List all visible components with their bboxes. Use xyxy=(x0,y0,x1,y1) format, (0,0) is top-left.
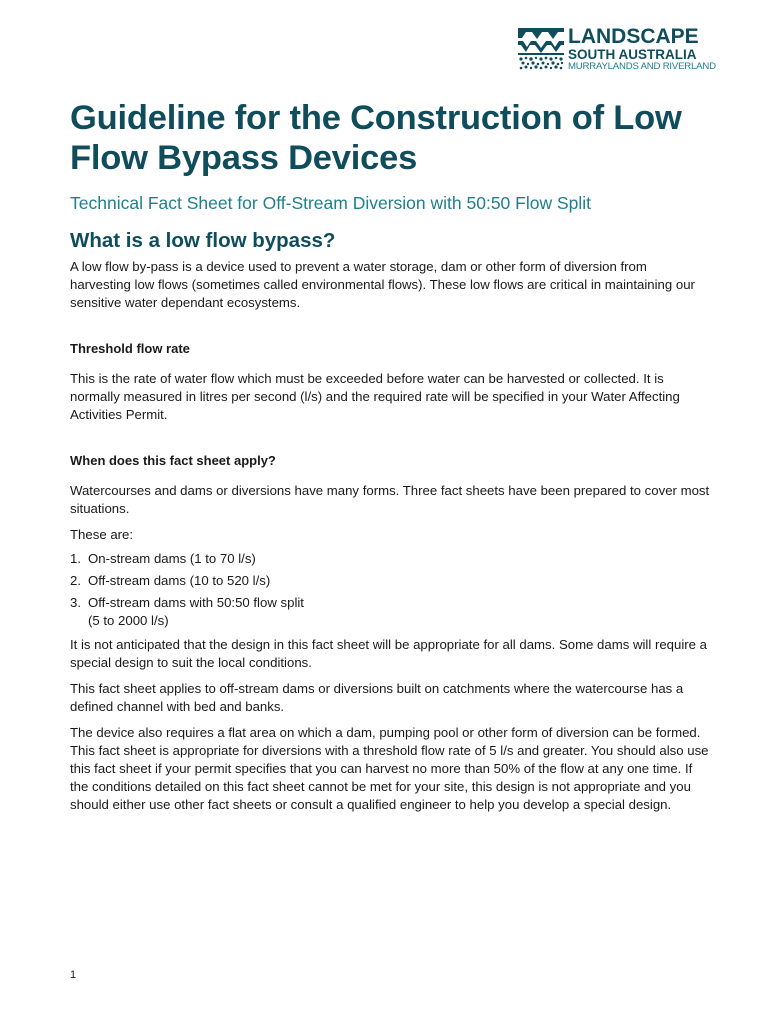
paragraph-applies-to: This fact sheet applies to off-stream dams or diversions built on catchments where the watercourse has a defined channel with bed and banks. xyxy=(70,681,684,714)
section-heading-what-is-bypass: What is a low flow bypass? xyxy=(70,229,336,252)
list-item-number: 2. xyxy=(70,573,81,588)
list-label: These are: xyxy=(70,527,134,542)
list-item xyxy=(70,592,710,630)
heading-when-applies: When does this fact sheet apply? xyxy=(70,453,276,468)
logo-line-south-australia: SOUTH AUSTRALIA xyxy=(568,47,697,62)
organisation-logo xyxy=(518,25,724,72)
paragraph-flat-area: The device also requires a flat area on which a dam, pumping pool or other form of diversion can be formed. This fact sheet is appropriate for diversions with a threshold flow rate of 5 l/s and greater. You should also use this fact sheet if your permit specifies that you can harvest no more than 50% of the flow at any one time. If the conditions detailed on this fact sheet cannot be met for your site, this design is not appropriate and you should either use other fact sheets or consult a qualified engineer to help you develop a special design. xyxy=(70,725,709,812)
list-item-text: On-stream dams (1 to 70 l/s) xyxy=(88,551,256,566)
document-subtitle: Technical Fact Sheet for Off-Stream Diversion with 50:50 Flow Split xyxy=(70,193,592,213)
list-item-number: 3. xyxy=(70,595,81,610)
logo-line-region: MURRAYLANDS AND RIVERLAND xyxy=(568,61,716,72)
landscape-logo-mark-icon xyxy=(518,28,564,70)
heading-threshold-flow-rate: Threshold flow rate xyxy=(70,341,190,356)
applies-intro-paragraph: Watercourses and dams or diversions have many forms. Three fact sheets have been prepared to cover most situations. xyxy=(70,483,710,516)
document-body xyxy=(70,98,710,814)
intro-paragraph: A low flow by-pass is a device used to prevent a water storage, dam or other form of diversion from harvesting low flows (sometimes called environmental flows). These low flows are critical in maintaining our sensitive water dependant ecosystems. xyxy=(70,259,695,310)
list-item xyxy=(70,548,710,570)
logo-wordmark xyxy=(568,27,728,72)
document-title: Guideline for the Construction of Low Flow Bypass Devices xyxy=(70,99,682,177)
threshold-paragraph: This is the rate of water flow which must be exceeded before water can be harvested or collected. It is normally measured in litres per second (l/s) and the required rate will be specified in your Water Affecting Activities Permit. xyxy=(70,371,680,422)
paragraph-not-appropriate: It is not anticipated that the design in this fact sheet will be appropriate for all dams. Some dams will require a special design to suit the local conditions. xyxy=(70,637,707,670)
logo-line-landscape: LANDSCAPE xyxy=(568,25,699,48)
list-item-number: 1. xyxy=(70,551,81,566)
fact-sheet-list xyxy=(70,548,710,630)
list-item-subtext: (5 to 2000 l/s) xyxy=(88,613,169,628)
list-item-text: Off-stream dams with 50:50 flow split xyxy=(88,595,304,610)
list-item xyxy=(70,570,710,592)
page-number: 1 xyxy=(70,969,77,981)
list-item-text: Off-stream dams (10 to 520 l/s) xyxy=(88,573,271,588)
